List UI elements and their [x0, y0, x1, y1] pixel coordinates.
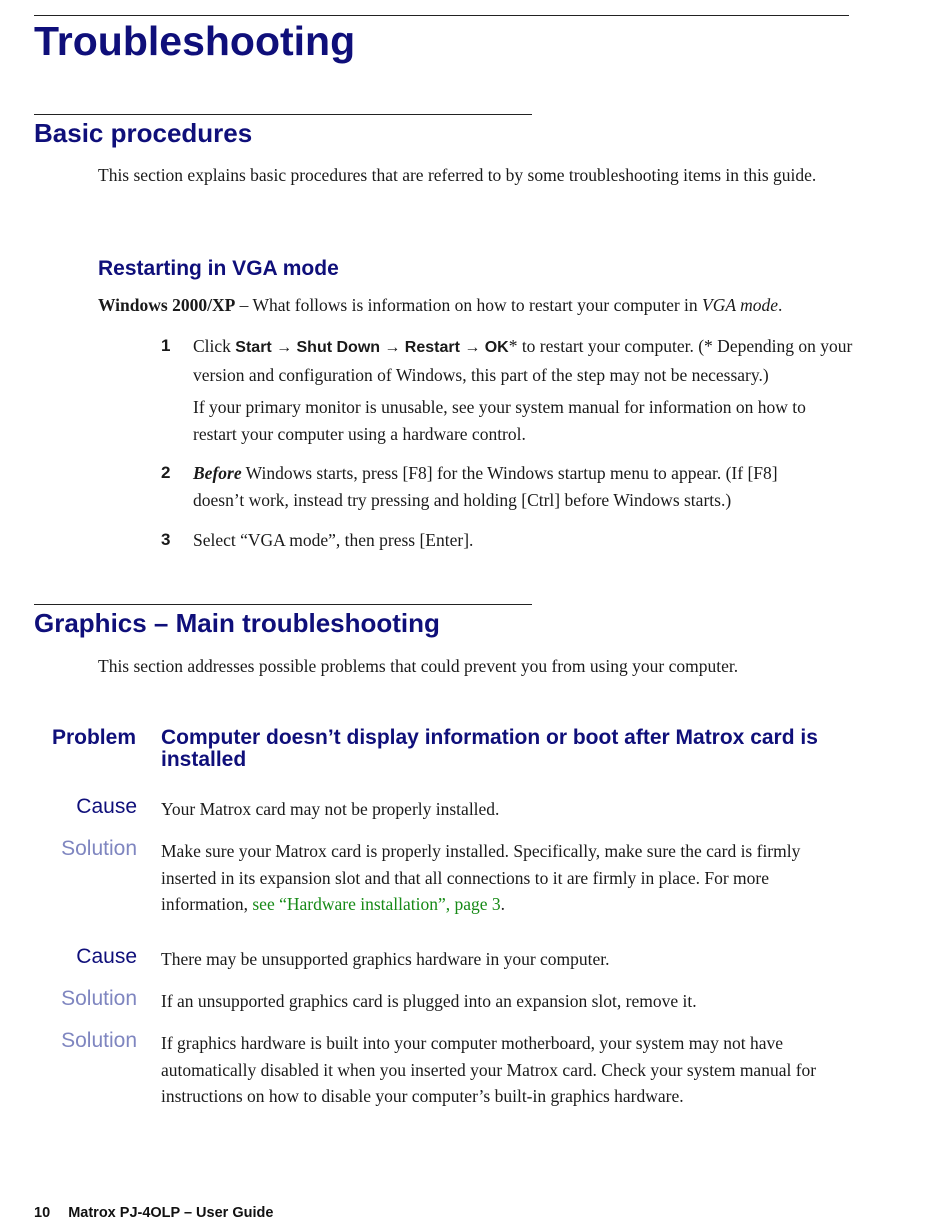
- step-1-post: * to restart your computer. (* Depending on your version and configuration of Windows, this part of the step may not be necessary.): [193, 336, 853, 385]
- vga-lead: [98, 292, 858, 319]
- menu-shut-down: Shut Down: [296, 339, 381, 356]
- menu-ok: OK: [484, 339, 509, 356]
- arrow-icon: →: [276, 339, 293, 356]
- step-2-body: Windows starts, press [F8] for the Windows startup menu to appear. (If [F8] doesn’t work, instead try pressing and holding [Ctrl] before Windows starts.): [193, 463, 778, 510]
- top-rule: [34, 15, 849, 16]
- step-2-text: [193, 460, 833, 513]
- step-2-emphasis: Before: [193, 463, 242, 483]
- step-1-text: [193, 333, 853, 388]
- menu-restart: Restart: [404, 339, 460, 356]
- solution-1-body: Make sure your Matrox card is properly installed. Specifically, make sure the card is firmly inserted in its expansion slot and that all connections to it are firmly in place. For more information,: [161, 841, 801, 914]
- cause-2-text: There may be unsupported graphics hardware in your computer.: [161, 949, 610, 969]
- section-heading-basic-procedures: Basic procedures: [34, 118, 253, 148]
- cause-label: Cause: [76, 795, 137, 818]
- solution-3-text: If graphics hardware is built into your computer motherboard, your system may not have automatically disabled it when you inserted your Matrox card. Check your system manual for instructions on how to disable your computer’s built-in graphics hardware.: [161, 1033, 817, 1106]
- problem-title: Computer doesn’t display information or boot after Matrox card is installed: [161, 726, 818, 771]
- arrow-icon: →: [464, 339, 481, 356]
- step-1-note: If your primary monitor is unusable, see your system manual for information on how to restart your computer using a hardware control.: [193, 397, 806, 444]
- section-rule-graphics: [34, 604, 532, 605]
- solution-2-text: If an unsupported graphics card is plugged into an expansion slot, remove it.: [161, 991, 697, 1011]
- cause-label: Cause: [76, 945, 137, 968]
- vga-lead-end: .: [778, 295, 783, 315]
- solution-1-text: [161, 838, 846, 918]
- solution-label: Solution: [61, 837, 137, 860]
- page-footer: [34, 1205, 273, 1221]
- section-heading-graphics: Graphics – Main troubleshooting: [34, 608, 440, 638]
- step-3-text: Select “VGA mode”, then press [Enter].: [193, 530, 474, 550]
- solution-1-end: .: [500, 894, 506, 914]
- vga-lead-text: – What follows is information on how to restart your computer in: [235, 295, 703, 315]
- section-rule-basic: [34, 114, 532, 115]
- os-label: Windows 2000/XP: [98, 295, 236, 315]
- step-number-3: 3: [161, 530, 171, 549]
- subheading-restarting-vga: Restarting in VGA mode: [98, 257, 339, 280]
- problem-label: Problem: [51, 726, 136, 749]
- cause-1-text: Your Matrox card may not be properly installed.: [161, 799, 500, 819]
- vga-mode-term: VGA mode: [702, 295, 779, 315]
- hardware-installation-link[interactable]: see “Hardware installation”, page 3: [252, 894, 501, 914]
- arrow-icon: →: [384, 339, 401, 356]
- basic-intro: This section explains basic procedures that are referred to by some troubleshooting items in this guide.: [98, 165, 817, 185]
- step-1-pre: Click: [193, 336, 236, 356]
- step-number-1: 1: [161, 336, 171, 355]
- page-title: Troubleshooting: [34, 18, 356, 64]
- page-number: 10: [34, 1205, 51, 1221]
- footer-doc-title: Matrox PJ-4OLP – User Guide: [68, 1205, 274, 1221]
- menu-start: Start: [235, 339, 272, 356]
- solution-label: Solution: [61, 1029, 137, 1052]
- solution-label: Solution: [61, 987, 137, 1010]
- step-number-2: 2: [161, 463, 171, 482]
- graphics-intro: This section addresses possible problems that could prevent you from using your computer.: [98, 656, 739, 676]
